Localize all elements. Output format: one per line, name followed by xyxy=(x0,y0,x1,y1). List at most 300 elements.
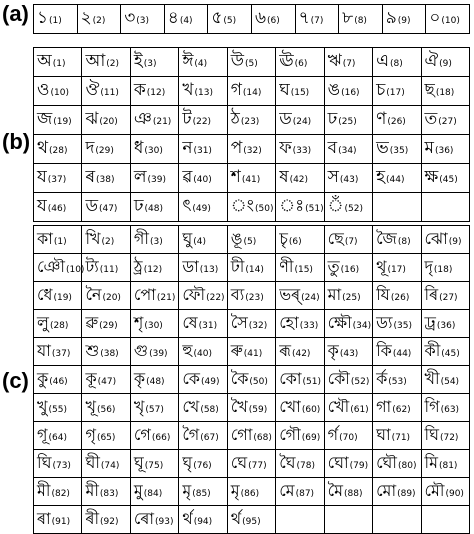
glyph: র্থ xyxy=(182,509,193,528)
glyph-index: (2) xyxy=(92,16,106,26)
alphabet-cell xyxy=(276,193,324,222)
alphabet-cell xyxy=(227,164,275,193)
conjunct-cell xyxy=(82,450,130,478)
glyph-index: (90) xyxy=(445,489,464,499)
glyph-index: (87) xyxy=(295,489,315,499)
conjunct-cell xyxy=(227,338,275,366)
glyph: হু xyxy=(182,341,193,360)
alphabet-cell xyxy=(130,77,178,106)
conjunct-cell xyxy=(82,338,130,366)
conjunct-cell xyxy=(324,366,372,394)
glyph-index: (49) xyxy=(192,204,211,214)
glyph-index: (32) xyxy=(248,321,268,331)
glyph: ৰ্থ xyxy=(230,509,242,528)
glyph-index: (47) xyxy=(97,377,117,387)
glyph: ঘো xyxy=(327,453,349,472)
conjunct-cell xyxy=(130,282,178,310)
glyph: ৰী xyxy=(85,509,100,528)
conjunct-cell xyxy=(227,254,275,282)
glyph: ং xyxy=(230,196,254,216)
glyph: ঝো xyxy=(424,229,448,248)
glyph: ল xyxy=(133,167,147,187)
glyph-index: (93) xyxy=(155,517,174,527)
glyph: ৩ xyxy=(124,8,136,28)
glyph-index: (19) xyxy=(53,117,72,127)
alphabet-cell xyxy=(421,164,470,193)
glyph: চ xyxy=(376,80,386,100)
glyph-index: (75) xyxy=(144,461,164,471)
glyph-index: (67) xyxy=(200,433,219,443)
glyph: জৈ xyxy=(376,229,397,248)
alphabet-cell xyxy=(34,48,82,77)
glyph-index: (3) xyxy=(143,59,157,69)
digit-cell xyxy=(164,5,208,34)
glyph: ফৌ xyxy=(182,285,206,304)
glyph: ঘৈ xyxy=(279,453,296,472)
glyph-index: (28) xyxy=(49,321,69,331)
glyph: ঈ xyxy=(182,51,194,71)
glyph-index: (40) xyxy=(193,349,213,359)
conjunct-row xyxy=(34,226,470,254)
glyph-index: (86) xyxy=(240,489,260,499)
conjunct-cell xyxy=(276,310,324,338)
glyph: খু xyxy=(37,397,48,416)
glyph-index: (70) xyxy=(339,433,358,443)
glyph: ৱ xyxy=(182,167,193,187)
conjunct-cell xyxy=(324,338,372,366)
glyph: কী xyxy=(424,341,441,360)
conjunct-cell xyxy=(276,422,324,450)
glyph: য xyxy=(37,167,47,187)
alphabet-cell xyxy=(227,106,275,135)
alphabet-cell xyxy=(373,135,421,164)
glyph-index: (38) xyxy=(100,349,119,359)
conjunct-row xyxy=(34,310,470,338)
glyph-index: (2) xyxy=(101,237,115,247)
glyph-index: (42) xyxy=(291,349,311,359)
conjunct-row xyxy=(34,338,470,366)
glyph: ঘে xyxy=(230,453,248,472)
glyph-index: (22) xyxy=(206,293,225,303)
glyph: ধে xyxy=(37,285,53,304)
conjunct-cell xyxy=(179,282,227,310)
alphabet-row xyxy=(34,106,470,135)
glyph-index: (27) xyxy=(439,293,458,303)
glyph: তু xyxy=(327,257,340,276)
glyph: মু xyxy=(133,481,143,500)
glyph: ঐ xyxy=(424,51,439,71)
glyph-index: (8) xyxy=(397,237,411,247)
alphabet-cell xyxy=(82,48,130,77)
alphabet-cell xyxy=(179,48,227,77)
glyph-index: (13) xyxy=(199,265,219,275)
glyph: ঔ xyxy=(85,80,100,100)
glyph: মৃ xyxy=(230,481,240,500)
glyph-index: (20) xyxy=(99,117,118,127)
glyph-index: (34) xyxy=(352,321,372,331)
conjunct-cell xyxy=(227,506,275,534)
glyph-index: (66) xyxy=(151,433,171,443)
digit-cell xyxy=(208,5,252,34)
conjunct-cell xyxy=(34,366,82,394)
glyph: ফ xyxy=(279,138,292,158)
conjunct-cell xyxy=(324,506,372,534)
glyph: ক্ষৌ xyxy=(327,313,352,332)
glyph: ঞৌ xyxy=(37,257,65,276)
glyph: ঘা xyxy=(376,425,391,444)
alphabet-cell xyxy=(82,164,130,193)
glyph-index: (34) xyxy=(338,146,357,156)
conjunct-cell xyxy=(324,394,372,422)
glyph-index: (46) xyxy=(49,377,68,387)
glyph: প xyxy=(230,138,243,158)
glyph-index: (61) xyxy=(350,405,369,415)
glyph-index: (72) xyxy=(439,433,459,443)
glyph-index: (80) xyxy=(398,461,417,471)
glyph-index: (33) xyxy=(292,146,312,156)
glyph: গে xyxy=(133,425,151,444)
conjunct-cell xyxy=(421,506,470,534)
glyph: ঢ্র xyxy=(424,313,436,332)
conjunct-cell xyxy=(373,338,421,366)
glyph: ০ xyxy=(429,8,441,28)
glyph-index: (77) xyxy=(248,461,267,471)
alphabet-cell xyxy=(179,135,227,164)
conjunct-cell xyxy=(130,506,178,534)
panel-label-b: (b) xyxy=(2,129,31,154)
conjunct-cell xyxy=(34,254,85,282)
conjunct-cell xyxy=(82,310,130,338)
conjunct-cell xyxy=(34,338,82,366)
glyph: শৃ xyxy=(133,313,144,332)
glyph: ৰি xyxy=(424,285,439,304)
conjunct-cell xyxy=(276,506,324,534)
glyph-index: (12) xyxy=(146,88,166,98)
alphabet-cell xyxy=(324,135,372,164)
conjunct-cell xyxy=(179,226,227,254)
glyph-index: (82) xyxy=(51,489,70,499)
glyph: কা xyxy=(37,229,53,248)
conjunct-cell xyxy=(324,478,372,506)
conjunct-cell xyxy=(276,478,324,506)
glyph-index: (60) xyxy=(301,405,321,415)
conjunct-cell xyxy=(179,478,227,506)
glyph-index: (35) xyxy=(389,146,409,156)
glyph: ৬ xyxy=(254,8,267,28)
conjunct-cell xyxy=(179,338,227,366)
glyph: ৪ xyxy=(167,8,179,28)
glyph-index: (56) xyxy=(96,405,116,415)
glyph: ঘু xyxy=(182,229,193,248)
digit-cell xyxy=(251,5,295,34)
conjunct-cell xyxy=(373,450,421,478)
glyph: ট্য xyxy=(85,257,99,276)
glyph: ঞ xyxy=(133,109,152,129)
conjunct-cell xyxy=(34,450,82,478)
glyph: মৃ xyxy=(182,481,192,500)
conjunct-cell xyxy=(34,310,82,338)
conjunct-cell xyxy=(82,422,130,450)
alphabet-cell xyxy=(373,77,421,106)
conjunct-cell xyxy=(130,338,178,366)
glyph-index: (14) xyxy=(242,88,262,98)
conjunct-cell xyxy=(276,226,324,254)
glyph: কে xyxy=(182,369,200,388)
alphabet-cell xyxy=(324,77,372,106)
glyph: হ xyxy=(376,167,385,187)
glyph: পো xyxy=(133,285,156,304)
glyph-index: (89) xyxy=(397,489,416,499)
glyph-index: (9) xyxy=(397,16,411,26)
glyph: মৌ xyxy=(424,481,445,500)
glyph-index: (52) xyxy=(344,204,364,214)
digit-cell xyxy=(34,5,78,34)
glyph-index: (5) xyxy=(243,237,257,247)
glyph-index: (74) xyxy=(100,461,120,471)
conjunct-row xyxy=(34,450,470,478)
glyph-index: (39) xyxy=(149,349,168,359)
alphabet-cell xyxy=(82,135,130,164)
digit-cell xyxy=(77,5,121,34)
glyph: ঢ xyxy=(327,109,338,129)
conjunct-cell xyxy=(179,450,227,478)
glyph-index: (17) xyxy=(387,265,406,275)
glyph: খে xyxy=(182,397,200,416)
conjunct-cell xyxy=(34,282,82,310)
conjunct-cell xyxy=(34,506,82,534)
glyph-index: (6) xyxy=(267,16,280,26)
conjunct-cell xyxy=(276,394,324,422)
glyph-index: (32) xyxy=(243,146,262,156)
conjunct-cell xyxy=(421,450,470,478)
glyph: ৰ্গ xyxy=(327,425,339,444)
conjunct-cell xyxy=(130,226,178,254)
glyph-index: (22) xyxy=(192,117,212,127)
glyph-index: (1) xyxy=(52,59,66,69)
glyph: ধ xyxy=(133,138,144,158)
glyph-index: (43) xyxy=(339,175,359,185)
glyph-index: (16) xyxy=(341,88,360,98)
glyph: মা xyxy=(327,285,342,304)
glyph: ৰূ xyxy=(279,341,291,360)
glyph: গী xyxy=(133,229,149,248)
glyph: ঙ xyxy=(327,80,341,100)
glyph: ঘি xyxy=(424,425,439,444)
glyph: কূ xyxy=(85,369,97,388)
conjunct-cell xyxy=(179,310,227,338)
glyph-index: (54) xyxy=(440,377,460,387)
glyph: কৃ xyxy=(327,341,339,360)
glyph-index: (6) xyxy=(288,237,302,247)
glyph-index: (23) xyxy=(245,293,264,303)
conjunct-cell xyxy=(276,282,324,310)
conjunct-cell xyxy=(179,422,227,450)
alphabet-cell xyxy=(34,164,82,193)
conjunct-row xyxy=(34,422,470,450)
glyph-index: (7) xyxy=(342,59,356,69)
glyph: ঢ xyxy=(133,196,144,216)
glyph: ঁ xyxy=(327,196,344,216)
glyph: ভ xyxy=(376,138,389,158)
conjunct-row xyxy=(34,282,470,310)
alphabet-cell xyxy=(34,77,82,106)
glyph: ৎ xyxy=(182,196,192,216)
conjunct-cell xyxy=(373,394,421,422)
conjunct-cell xyxy=(227,310,275,338)
glyph: চৃ xyxy=(279,229,288,248)
glyph: মৈ xyxy=(327,481,343,500)
glyph-index: (84) xyxy=(143,489,163,499)
glyph-index: (46) xyxy=(47,204,67,214)
conjunct-cell xyxy=(373,366,421,394)
glyph-index: (42) xyxy=(289,175,309,185)
alphabet-cell xyxy=(130,164,178,193)
glyph: ৰ xyxy=(85,167,96,187)
glyph-index: (13) xyxy=(194,88,213,98)
conjunct-cell xyxy=(82,478,130,506)
glyph-index: (10) xyxy=(50,88,69,98)
glyph: ব্য xyxy=(230,285,245,304)
alphabet-cell xyxy=(130,135,178,164)
conjunct-cell xyxy=(82,282,130,310)
conjunct-cell xyxy=(179,254,227,282)
digits-row xyxy=(34,5,470,34)
glyph: ণ xyxy=(376,109,387,129)
glyph: ৰু xyxy=(230,341,243,360)
glyph: ঘূ xyxy=(133,453,144,472)
conjunct-cell xyxy=(373,282,421,310)
glyph-index: (78) xyxy=(296,461,316,471)
glyph-index: (91) xyxy=(51,517,71,527)
glyph-index: (41) xyxy=(243,349,263,359)
alphabet-row xyxy=(34,135,470,164)
glyph-index: (15) xyxy=(294,265,313,275)
glyph: ৰো xyxy=(133,509,155,528)
conjunct-cell xyxy=(276,450,324,478)
conjunct-cell xyxy=(421,254,470,282)
glyph: ঃ xyxy=(279,196,305,216)
glyph-index: (8) xyxy=(354,16,367,26)
glyph-index: (38) xyxy=(96,175,115,185)
glyph: শু xyxy=(85,341,100,360)
glyph-index: (11) xyxy=(99,265,119,275)
alphabet-cell xyxy=(82,77,130,106)
glyph: য xyxy=(37,196,47,216)
glyph-index: (51) xyxy=(302,377,321,387)
glyph-index: (49) xyxy=(201,377,220,387)
digit-cell xyxy=(121,5,165,34)
conjunct-cell xyxy=(373,310,421,338)
conjunct-cell xyxy=(421,310,470,338)
glyph: ও xyxy=(37,80,50,100)
glyph-index: (3) xyxy=(136,16,149,26)
glyph-index: (1) xyxy=(49,16,62,26)
glyph: ব xyxy=(327,138,338,158)
conjunct-cell xyxy=(82,394,130,422)
glyph: ৭ xyxy=(298,8,310,28)
conjunct-cell xyxy=(421,394,470,422)
glyph: দৃ xyxy=(424,257,433,276)
glyph: গু xyxy=(133,341,149,360)
conjunct-cell xyxy=(324,422,372,450)
glyph: ৱু xyxy=(85,313,99,332)
conjunct-cell xyxy=(227,366,275,394)
glyph-index: (5) xyxy=(245,59,258,69)
conjunct-cell xyxy=(421,478,470,506)
conjunct-cell xyxy=(324,226,372,254)
conjunct-cell xyxy=(421,282,470,310)
glyph-index: (63) xyxy=(440,405,460,415)
alphabet-cell xyxy=(373,193,421,222)
glyph-index: (68) xyxy=(253,433,272,443)
digit-cell xyxy=(295,5,339,34)
glyph-index: (3) xyxy=(149,237,163,247)
glyph: নৈ xyxy=(85,285,102,304)
glyph: জ xyxy=(37,109,53,129)
glyph-index: (83) xyxy=(99,489,119,499)
glyph: মি xyxy=(424,453,438,472)
conjunct-cell xyxy=(179,506,227,534)
alphabet-cell xyxy=(34,193,82,222)
glyph-index: (18) xyxy=(433,265,453,275)
glyph: ঝ xyxy=(85,109,99,129)
glyph-index: (58) xyxy=(200,405,219,415)
glyph: ঢী xyxy=(230,257,245,276)
glyph: হো xyxy=(279,313,299,332)
glyph: ঠ xyxy=(230,109,240,129)
conjunct-cell xyxy=(179,394,227,422)
alphabet-cell xyxy=(373,164,421,193)
glyph: কৈ xyxy=(230,369,249,388)
glyph: গো xyxy=(230,425,253,444)
alphabet-cell xyxy=(421,48,470,77)
alphabet-cell xyxy=(324,193,372,222)
glyph: উ xyxy=(230,51,244,71)
glyph-index: (43) xyxy=(339,349,359,359)
conjunct-row xyxy=(34,366,470,394)
glyph: গা xyxy=(376,397,392,416)
glyph-index: (39) xyxy=(147,175,167,185)
glyph: ছ xyxy=(424,80,435,100)
glyph-index: (69) xyxy=(301,433,321,443)
glyph-index: (5) xyxy=(223,16,237,26)
conjunct-cell xyxy=(324,310,372,338)
glyph-index: (85) xyxy=(192,489,211,499)
conjunct-table xyxy=(33,225,470,534)
glyph-index: (40) xyxy=(193,175,212,185)
conjunct-cell xyxy=(82,226,130,254)
glyph: খূ xyxy=(85,397,96,416)
conjunct-cell xyxy=(34,478,82,506)
alphabet-cell xyxy=(179,193,227,222)
glyph-index: (81) xyxy=(438,461,458,471)
glyph-index: (95) xyxy=(242,517,261,527)
glyph-index: (9) xyxy=(439,59,452,69)
conjunct-cell xyxy=(373,226,421,254)
glyph-index: (1) xyxy=(53,237,67,247)
glyph: ট xyxy=(182,109,192,129)
glyph-index: (26) xyxy=(390,293,410,303)
glyph-index: (55) xyxy=(48,405,67,415)
glyph: ১ xyxy=(37,8,49,28)
alphabet-cell xyxy=(373,48,421,77)
glyph: ডা xyxy=(182,257,199,276)
conjunct-cell xyxy=(227,450,275,478)
alphabet-row xyxy=(34,48,470,77)
glyph: ড xyxy=(279,109,292,129)
alphabet-cell xyxy=(34,106,82,135)
digit-cell xyxy=(426,5,470,34)
